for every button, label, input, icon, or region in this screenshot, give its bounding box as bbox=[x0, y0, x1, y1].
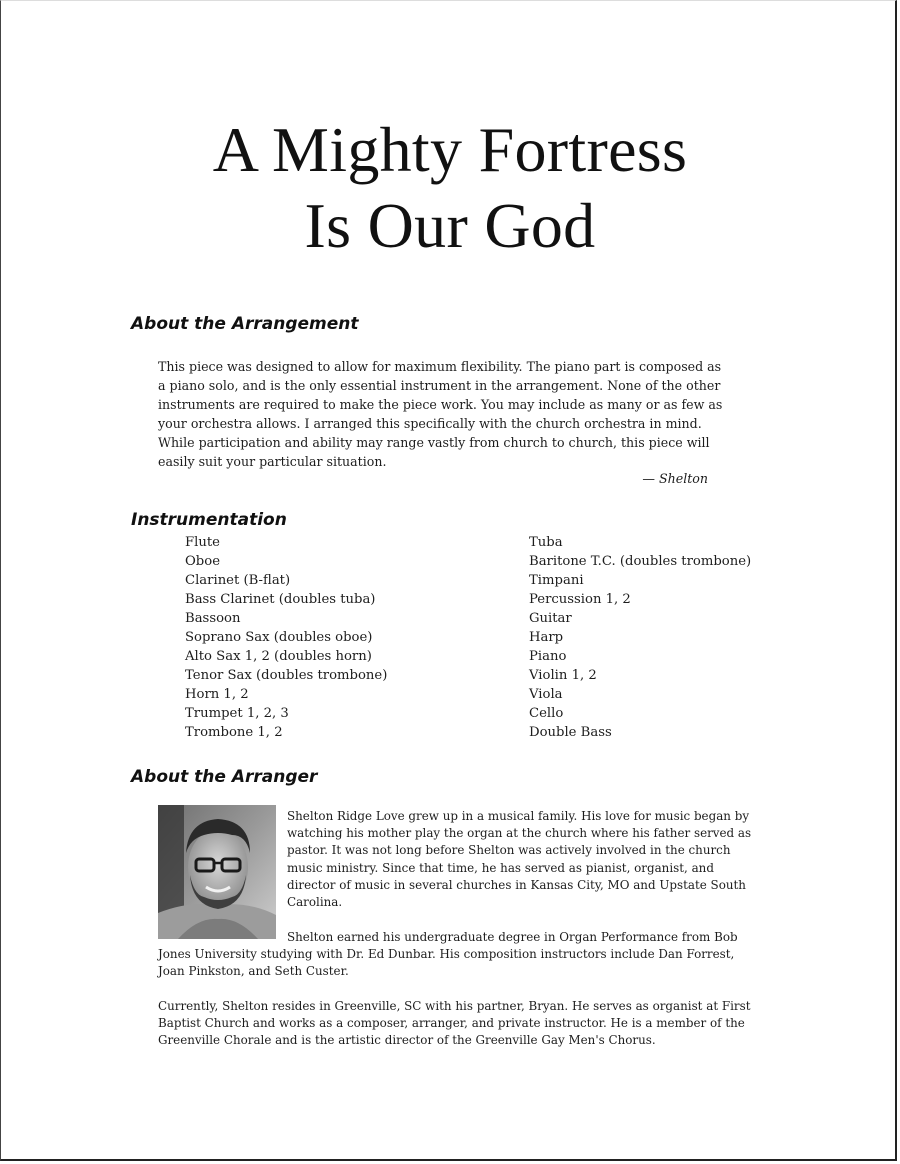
instrument-item: Viola bbox=[529, 687, 563, 702]
text-line: easily suit your particular situation. bbox=[158, 454, 387, 469]
text-line: Carolina. bbox=[287, 895, 343, 910]
instrument-item: Cello bbox=[529, 706, 564, 721]
instrument-item: Trumpet 1, 2, 3 bbox=[185, 706, 289, 721]
text-line: Currently, Shelton resides in Greenville, SC with his partner, Bryan. He serves as organist at First bbox=[158, 999, 751, 1013]
instrument-list-left bbox=[185, 533, 387, 742]
arrangement-paragraph bbox=[158, 357, 770, 471]
text-line: Greenville Chorale and is the artistic director of the Greenville Gay Men's Chorus. bbox=[158, 1033, 656, 1048]
title-line-1: A Mighty Fortress bbox=[212, 114, 688, 185]
instrument-item: Piano bbox=[529, 649, 567, 664]
text-line: Joan Pinkston, and Seth Custer. bbox=[158, 964, 349, 979]
text-line: your orchestra allows. I arranged this specifically with the church orchestra in mind. bbox=[158, 416, 702, 431]
text-line: Shelton earned his undergraduate degree in Organ Performance from Bob bbox=[287, 930, 738, 944]
title-line-2: Is Our God bbox=[304, 190, 596, 261]
text-line: Jones University studying with Dr. Ed Dunbar. His composition instructors include Dan Forrest, bbox=[158, 947, 735, 962]
instrument-item: Horn 1, 2 bbox=[185, 687, 249, 702]
text-line: Shelton Ridge Love grew up in a musical family. His love for music began by bbox=[287, 809, 750, 823]
arranger-photo bbox=[158, 805, 276, 939]
bio-paragraph-2 bbox=[158, 929, 738, 981]
text-line: music ministry. Since that time, he has served as pianist, organist, and bbox=[287, 860, 714, 875]
bio-paragraph-3 bbox=[158, 998, 751, 1050]
signature: — Shelton bbox=[642, 471, 708, 486]
instrument-item: Guitar bbox=[529, 611, 572, 626]
text-line: a piano solo, and is the only essential instrument in the arrangement. None of the other bbox=[158, 378, 721, 393]
instrument-item: Baritone T.C. (doubles trombone) bbox=[529, 554, 752, 569]
text-line: watching his mother play the organ at the church where his father served as bbox=[287, 826, 752, 841]
instrument-item: Oboe bbox=[185, 554, 220, 569]
text-line: This piece was designed to allow for maximum flexibility. The piano part is composed as bbox=[158, 359, 722, 374]
instrument-item: Bassoon bbox=[185, 611, 241, 626]
text-line: While participation and ability may range vastly from church to church, this piece will bbox=[158, 435, 710, 450]
instrument-item: Timpani bbox=[529, 573, 584, 588]
instrument-item: Trombone 1, 2 bbox=[185, 725, 283, 740]
instrument-item: Flute bbox=[185, 535, 220, 550]
heading-about-arrangement: About the Arrangement bbox=[131, 314, 359, 334]
instrument-item: Tenor Sax (doubles trombone) bbox=[185, 668, 388, 683]
page-title bbox=[0, 112, 900, 264]
instrument-item: Soprano Sax (doubles oboe) bbox=[185, 630, 373, 645]
instrument-item: Double Bass bbox=[529, 725, 612, 740]
text-line: instruments are required to make the piece work. You may include as many or as few as bbox=[158, 397, 723, 412]
instrument-item: Clarinet (B-flat) bbox=[185, 573, 291, 588]
text-line: pastor. It was not long before Shelton was actively involved in the church bbox=[287, 843, 731, 858]
instrument-item: Alto Sax 1, 2 (doubles horn) bbox=[185, 649, 372, 664]
text-line: Baptist Church and works as a composer, arranger, and private instructor. He is a member of the bbox=[158, 1016, 745, 1031]
instrument-list-right bbox=[529, 533, 751, 742]
instrument-item: Percussion 1, 2 bbox=[529, 592, 631, 607]
instrument-item: Tuba bbox=[529, 535, 563, 550]
bio-paragraph-1 bbox=[287, 808, 751, 911]
text-line: director of music in several churches in Kansas City, MO and Upstate South bbox=[287, 877, 746, 892]
instrument-item: Bass Clarinet (doubles tuba) bbox=[185, 592, 376, 607]
instrument-item: Violin 1, 2 bbox=[529, 668, 597, 683]
heading-instrumentation: Instrumentation bbox=[131, 510, 287, 530]
heading-about-arranger: About the Arranger bbox=[131, 767, 318, 787]
instrument-item: Harp bbox=[529, 630, 564, 645]
